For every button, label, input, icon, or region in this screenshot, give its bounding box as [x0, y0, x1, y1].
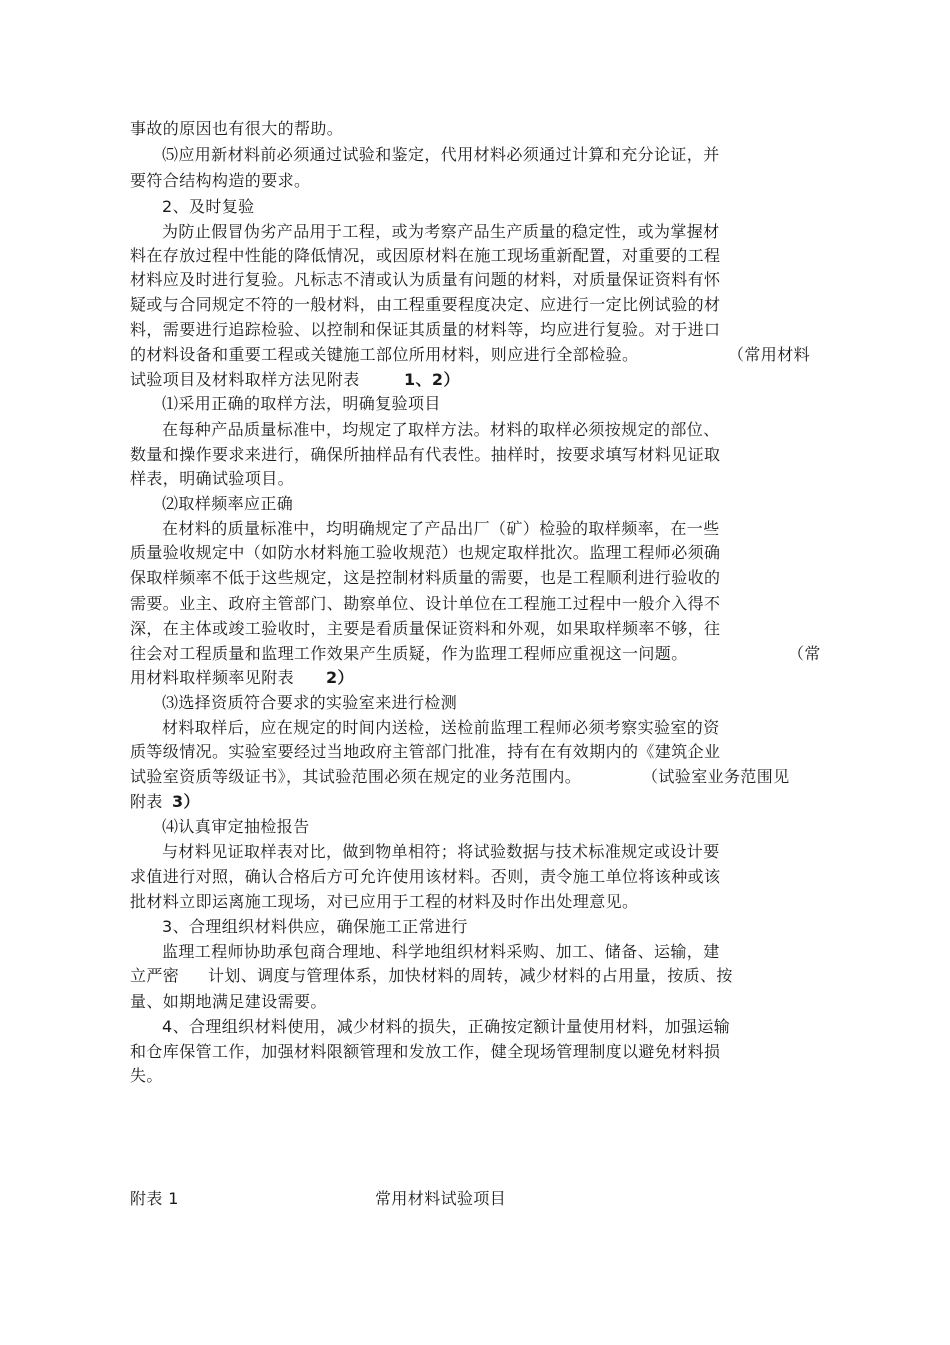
para-line: 计划、调度与管理体系，加快材料的周转，减少材料的占用量，按质、按 — [208, 966, 733, 985]
para-line — [404, 370, 460, 390]
para-line: ⑸应用新材料前必须通过试验和鉴定，代用材料必须通过计算和充分论证，并 — [162, 145, 720, 164]
para-line: （常 — [788, 644, 821, 663]
para-line: 样表，明确试验项目。 — [130, 469, 295, 488]
para-line: 深，在主体或竣工验收时，主要是看质量保证资料和外观，如果取样频率不够，往 — [130, 619, 721, 638]
para-line: 试验项目及材料取样方法见附表 — [130, 370, 360, 389]
para-line: 用材料取样频率见附表 — [130, 668, 295, 687]
para-line: 监理工程师协助承包商合理地、科学地组织材料采购、加工、储备、运输，建 — [162, 942, 720, 961]
para-line: 求值进行对照，确认合格后方可允许使用该材料。否则，责令施工单位将该种或该 — [130, 867, 721, 886]
table-ref: 3） — [172, 792, 200, 811]
para-line: 为防止假冒伪劣产品用于工程，或为考察产品生产质量的稳定性，或为掌握材 — [162, 222, 720, 241]
appendix-label: 附表 1 — [130, 1189, 179, 1208]
para-line: 在每种产品质量标准中，均规定了取样方法。材料的取样必须按规定的部位、 — [162, 420, 720, 439]
para-line: （常用材料 — [728, 345, 811, 364]
section-heading: 4、合理组织材料使用，减少材料的损失，正确按定额计量使用材料，加强运输 — [162, 1017, 731, 1036]
para-line: 在材料的质量标准中，均明确规定了产品出厂（矿）检验的取样频率，在一些 — [162, 519, 720, 538]
section-heading: 2、及时复验 — [162, 197, 255, 216]
para-line: 需要。业主、政府主管部门、勘察单位、设计单位在工程施工过程中一般介入得不 — [130, 594, 721, 613]
para-line: 材料取样后，应在规定的时间内送检，送检前监理工程师必须考察实验室的资 — [162, 718, 720, 737]
para-line: 料在存放过程中性能的降低情况，或因原材料在施工现场重新配置，对重要的工程 — [130, 246, 721, 265]
appendix-title: 常用材料试验项目 — [375, 1189, 507, 1208]
para-line: 试验室资质等级证书》，其试验范围必须在规定的业务范围内。 — [130, 767, 582, 786]
para-line — [326, 668, 354, 688]
para-line: 附表 — [130, 792, 163, 811]
sub-heading: ⑶选择资质符合要求的实验室来进行检测 — [162, 693, 458, 712]
para-line: 事故的原因也有很大的帮助。 — [130, 119, 344, 138]
para-line: 质量验收规定中（如防水材料施工验收规范）也规定取样批次。监理工程师必须确 — [130, 543, 721, 562]
sub-heading: ⑵取样频率应正确 — [162, 494, 294, 513]
section-heading: 3、合理组织材料供应，确保施工正常进行 — [162, 917, 468, 936]
para-line: 的材料设备和重要工程或关键施工部位所用材料，则应进行全部检验。 — [130, 345, 639, 364]
para-line: 要符合结构构造的要求。 — [130, 171, 311, 190]
para-line: 立严密 — [130, 966, 180, 985]
para-line: 保取样频率不低于这些规定，这是控制材料质量的需要，也是工程顺利进行验收的 — [130, 568, 721, 587]
sub-heading: ⑴采用正确的取样方法，明确复验项目 — [162, 394, 441, 413]
para-line: 数量和操作要求来进行，确保所抽样品有代表性。抽样时，按要求填写材料见证取 — [130, 445, 721, 464]
para-line: 疑或与合同规定不符的一般材料，由工程重要程度决定、应进行一定比例试验的材 — [130, 295, 721, 314]
para-line: 批材料立即运离施工现场，对已应用于工程的材料及时作出处理意见。 — [130, 892, 639, 911]
para-line: 和仓库保管工作，加强材料限额管理和发放工作，健全现场管理制度以避免材料损 — [130, 1042, 721, 1061]
table-ref: 2） — [326, 668, 354, 687]
para-line: 材料应及时进行复验。凡标志不清或认为质量有问题的材料，对质量保证资料有怀 — [130, 270, 721, 289]
para-line: 量、如期地满足建设需要。 — [130, 992, 327, 1011]
para-line: 失。 — [130, 1066, 163, 1085]
para-line: 与材料见证取样表对比，做到物单相符；将试验数据与技术标准规定或设计要 — [162, 842, 720, 861]
para-line — [172, 792, 200, 812]
para-line: （试验室业务范围见 — [642, 767, 790, 786]
table-ref: 1、2） — [404, 370, 460, 389]
para-line: 料，需要进行追踪检验、以控制和保证其质量的材料等，均应进行复验。对于进口 — [130, 320, 721, 339]
sub-heading: ⑷认真审定抽检报告 — [162, 817, 310, 836]
para-line: 往会对工程质量和监理工作效果产生质疑，作为监理工程师应重视这一问题。 — [130, 644, 688, 663]
para-line: 质等级情况。实验室要经过当地政府主管部门批准，持有在有效期内的《建筑企业 — [130, 742, 721, 761]
